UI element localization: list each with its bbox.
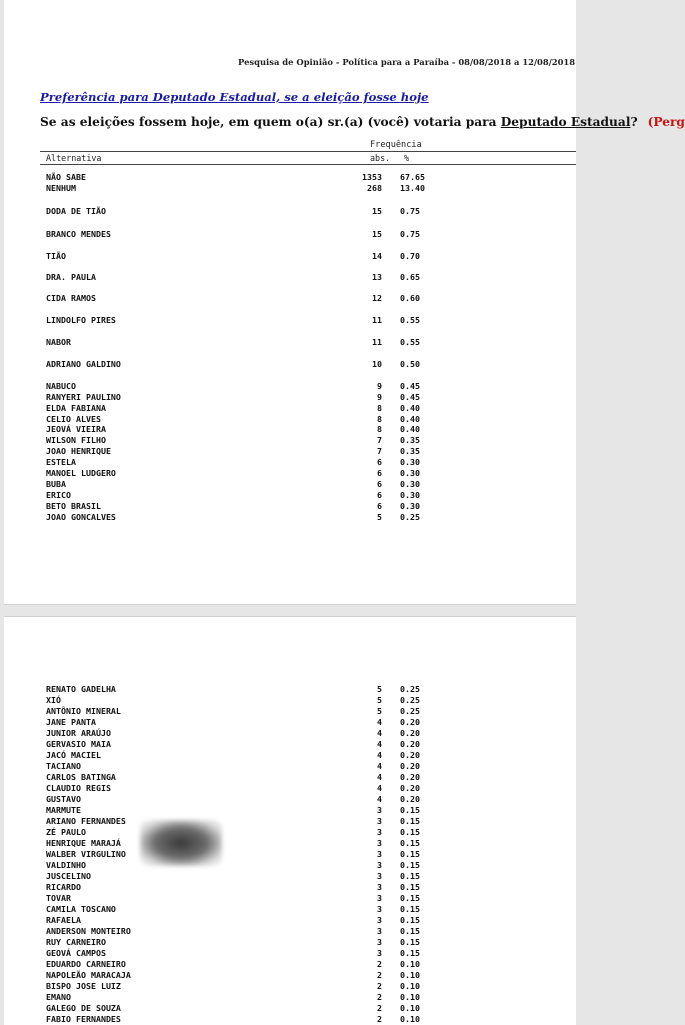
question-pre: Se as eleições fossem hoje, em quem o(a) sr.(a) (você) votaria para	[40, 115, 501, 129]
table-row	[4, 915, 576, 926]
table-row	[4, 838, 576, 849]
table-row	[4, 183, 576, 194]
row-pct: 0.15	[400, 937, 420, 947]
table-row	[4, 424, 576, 435]
table-row	[4, 293, 576, 304]
row-abs: 2	[377, 992, 382, 1002]
row-abs: 3	[377, 860, 382, 870]
row-name: ESTELA	[46, 457, 76, 467]
table-row	[4, 446, 576, 457]
row-abs: 4	[377, 783, 382, 793]
row-abs: 3	[377, 948, 382, 958]
table-row	[4, 337, 576, 348]
row-name: ZÉ PAULO	[46, 827, 86, 837]
row-abs: 9	[377, 392, 382, 402]
table-row	[4, 381, 576, 392]
row-abs: 3	[377, 827, 382, 837]
row-abs: 7	[377, 446, 382, 456]
row-name: CLAUDIO REGIS	[46, 783, 111, 793]
table-row	[4, 501, 576, 512]
row-pct: 0.10	[400, 1003, 420, 1013]
frequency-label: Frequência	[370, 140, 422, 150]
row-pct: 0.15	[400, 838, 420, 848]
table-row	[4, 827, 576, 838]
row-name: FABIO FERNANDES	[46, 1014, 121, 1024]
row-pct: 0.15	[400, 915, 420, 925]
table-row	[4, 728, 576, 739]
row-pct: 0.25	[400, 695, 420, 705]
row-pct: 0.30	[400, 468, 420, 478]
row-abs: 4	[377, 772, 382, 782]
row-abs: 8	[377, 403, 382, 413]
redaction-smudge	[140, 820, 222, 866]
table-row	[4, 849, 576, 860]
row-abs: 9	[377, 381, 382, 391]
row-name: GERVASIO MAIA	[46, 739, 111, 749]
row-abs: 4	[377, 717, 382, 727]
row-abs: 3	[377, 871, 382, 881]
row-name: CIDA RAMOS	[46, 293, 96, 303]
row-name: JUNIOR ARAÚJO	[46, 728, 111, 738]
row-abs: 3	[377, 904, 382, 914]
row-pct: 0.20	[400, 750, 420, 760]
row-name: VALDINHO	[46, 860, 86, 870]
row-abs: 3	[377, 893, 382, 903]
row-pct: 0.35	[400, 446, 420, 456]
row-pct: 0.10	[400, 992, 420, 1002]
row-abs: 4	[377, 750, 382, 760]
row-name: ANTÔNIO MINERAL	[46, 706, 121, 716]
report-header: Pesquisa de Opinião - Política para a Paraíba - 08/08/2018 a 12/08/2018	[238, 57, 576, 67]
row-name: RANYERI PAULINO	[46, 392, 121, 402]
table-rule-header	[40, 164, 576, 165]
row-pct: 0.70	[400, 251, 420, 261]
table-row	[4, 772, 576, 783]
table-row	[4, 359, 576, 370]
row-name: GUSTAVO	[46, 794, 81, 804]
row-name: WILSON FILHO	[46, 435, 106, 445]
table-row	[4, 435, 576, 446]
row-abs: 14	[372, 251, 382, 261]
table-row	[4, 794, 576, 805]
table-row	[4, 684, 576, 695]
row-abs: 2	[377, 1003, 382, 1013]
table-row	[4, 970, 576, 981]
table-row	[4, 860, 576, 871]
row-pct: 0.25	[400, 706, 420, 716]
col-pct: %	[404, 153, 410, 163]
table-row	[4, 272, 576, 283]
row-pct: 0.30	[400, 490, 420, 500]
row-name: JOAO GONCALVES	[46, 512, 116, 522]
row-pct: 0.30	[400, 501, 420, 511]
row-pct: 0.20	[400, 717, 420, 727]
row-name: ELDA FABIANA	[46, 403, 106, 413]
table-rule-top	[40, 151, 576, 152]
table-row	[4, 981, 576, 992]
row-name: MANOEL LUDGERO	[46, 468, 116, 478]
table-row	[4, 717, 576, 728]
row-abs: 2	[377, 959, 382, 969]
row-pct: 0.10	[400, 970, 420, 980]
row-abs: 11	[372, 337, 382, 347]
row-name: JUSCELINO	[46, 871, 91, 881]
row-abs: 1353	[362, 172, 382, 182]
question-text	[40, 115, 685, 129]
row-name: BETO BRASIL	[46, 501, 101, 511]
row-name: WALBER VIRGULINO	[46, 849, 126, 859]
row-pct: 0.50	[400, 359, 420, 369]
row-name: NAPOLEÃO MARACAJA	[46, 970, 131, 980]
row-name: BUBA	[46, 479, 66, 489]
row-pct: 0.20	[400, 739, 420, 749]
table-row	[4, 816, 576, 827]
row-pct: 0.15	[400, 860, 420, 870]
row-abs: 6	[377, 501, 382, 511]
row-pct: 0.15	[400, 849, 420, 859]
row-abs: 4	[377, 794, 382, 804]
row-name: NÃO SABE	[46, 172, 86, 182]
table-row	[4, 251, 576, 262]
table-row	[4, 172, 576, 183]
row-abs: 2	[377, 981, 382, 991]
row-abs: 5	[377, 706, 382, 716]
row-pct: 0.15	[400, 926, 420, 936]
question-post: ?	[630, 115, 638, 129]
row-abs: 5	[377, 512, 382, 522]
row-abs: 4	[377, 761, 382, 771]
row-pct: 67.65	[400, 172, 425, 182]
row-abs: 3	[377, 849, 382, 859]
row-pct: 0.30	[400, 479, 420, 489]
row-pct: 0.60	[400, 293, 420, 303]
table-row	[4, 893, 576, 904]
table-row	[4, 926, 576, 937]
row-pct: 0.20	[400, 728, 420, 738]
row-name: GALEGO DE SOUZA	[46, 1003, 121, 1013]
table-row	[4, 315, 576, 326]
table-row	[4, 959, 576, 970]
row-abs: 4	[377, 739, 382, 749]
row-name: RENATO GADELHA	[46, 684, 116, 694]
report-page-1	[4, 0, 685, 605]
table-row	[4, 468, 576, 479]
row-pct: 0.15	[400, 882, 420, 892]
row-abs: 11	[372, 315, 382, 325]
row-name: TIÃO	[46, 251, 66, 261]
table-row	[4, 805, 576, 816]
row-pct: 0.25	[400, 512, 420, 522]
row-abs: 12	[372, 293, 382, 303]
row-pct: 13.40	[400, 183, 425, 193]
row-pct: 0.10	[400, 959, 420, 969]
table-row	[4, 490, 576, 501]
row-name: ANDERSON MONTEIRO	[46, 926, 131, 936]
row-name: LINDOLFO PIRES	[46, 315, 116, 325]
row-name: BISPO JOSE LUIZ	[46, 981, 121, 991]
row-name: DODA DE TIÃO	[46, 206, 106, 216]
row-abs: 6	[377, 468, 382, 478]
row-pct: 0.30	[400, 457, 420, 467]
row-name: DRA. PAULA	[46, 272, 96, 282]
row-pct: 0.35	[400, 435, 420, 445]
table-row	[4, 882, 576, 893]
col-abs: abs.	[370, 153, 391, 163]
row-abs: 7	[377, 435, 382, 445]
question-underlined: Deputado Estadual	[500, 115, 631, 129]
row-pct: 0.15	[400, 805, 420, 815]
table-row	[4, 750, 576, 761]
table-row	[4, 783, 576, 794]
row-name: JEOVÁ VIEIRA	[46, 424, 106, 434]
row-name: CARLOS BATINGA	[46, 772, 116, 782]
row-name: NABOR	[46, 337, 71, 347]
row-abs: 8	[377, 424, 382, 434]
row-name: GEOVÁ CAMPOS	[46, 948, 106, 958]
row-abs: 3	[377, 937, 382, 947]
row-pct: 0.55	[400, 315, 420, 325]
row-pct: 0.75	[400, 206, 420, 216]
table-row	[4, 229, 576, 240]
table-row	[4, 695, 576, 706]
row-pct: 0.55	[400, 337, 420, 347]
report-page-2	[4, 616, 576, 1025]
row-pct: 0.45	[400, 392, 420, 402]
row-abs: 6	[377, 479, 382, 489]
table-row	[4, 706, 576, 717]
table-row	[4, 1003, 576, 1014]
row-name: EMANO	[46, 992, 71, 1002]
row-name: BRANCO MENDES	[46, 229, 111, 239]
table-row	[4, 206, 576, 217]
row-name: JOAO HENRIQUE	[46, 446, 111, 456]
row-pct: 0.10	[400, 1014, 420, 1024]
row-name: CAMILA TOSCANO	[46, 904, 116, 914]
row-abs: 3	[377, 816, 382, 826]
table-row	[4, 871, 576, 882]
row-abs: 13	[372, 272, 382, 282]
col-alternativa: Alternativa	[46, 153, 102, 163]
row-name: RAFAELA	[46, 915, 81, 925]
row-name: ARIANO FERNANDES	[46, 816, 126, 826]
table-row	[4, 512, 576, 523]
row-name: XIÓ	[46, 695, 61, 705]
row-pct: 0.65	[400, 272, 420, 282]
row-pct: 0.10	[400, 981, 420, 991]
row-pct: 0.20	[400, 794, 420, 804]
question-red-note: (Perg	[647, 115, 685, 129]
table-row	[4, 403, 576, 414]
row-pct: 0.15	[400, 904, 420, 914]
row-abs: 8	[377, 414, 382, 424]
table-row	[4, 948, 576, 959]
row-pct: 0.15	[400, 893, 420, 903]
row-abs: 5	[377, 684, 382, 694]
row-name: MARMUTE	[46, 805, 81, 815]
table-row	[4, 937, 576, 948]
row-pct: 0.15	[400, 827, 420, 837]
row-name: JACÓ MACIEL	[46, 750, 101, 760]
table-row	[4, 457, 576, 468]
row-name: TACIANO	[46, 761, 81, 771]
table-row	[4, 1014, 576, 1025]
row-abs: 5	[377, 695, 382, 705]
row-name: ERICO	[46, 490, 71, 500]
row-name: NABUCO	[46, 381, 76, 391]
row-abs: 268	[367, 183, 382, 193]
row-abs: 3	[377, 838, 382, 848]
row-name: JANE PANTA	[46, 717, 96, 727]
row-abs: 3	[377, 805, 382, 815]
row-abs: 15	[372, 229, 382, 239]
row-pct: 0.45	[400, 381, 420, 391]
table-row	[4, 761, 576, 772]
row-name: CELIO ALVES	[46, 414, 101, 424]
row-pct: 0.20	[400, 761, 420, 771]
row-name: EDUARDO CARNEIRO	[46, 959, 126, 969]
table-row	[4, 479, 576, 490]
row-pct: 0.20	[400, 772, 420, 782]
row-pct: 0.40	[400, 414, 420, 424]
row-abs: 6	[377, 490, 382, 500]
row-abs: 15	[372, 206, 382, 216]
row-abs: 6	[377, 457, 382, 467]
row-name: HENRIQUE MARAJÁ	[46, 838, 121, 848]
row-name: RICARDO	[46, 882, 81, 892]
row-pct: 0.40	[400, 424, 420, 434]
row-pct: 0.40	[400, 403, 420, 413]
table-row	[4, 904, 576, 915]
row-pct: 0.15	[400, 871, 420, 881]
row-name: NENHUM	[46, 183, 76, 193]
row-pct: 0.25	[400, 684, 420, 694]
table-row	[4, 392, 576, 403]
row-abs: 2	[377, 1014, 382, 1024]
row-abs: 3	[377, 926, 382, 936]
row-abs: 3	[377, 915, 382, 925]
row-name: TOVAR	[46, 893, 71, 903]
row-abs: 2	[377, 970, 382, 980]
row-name: ADRIANO GALDINO	[46, 359, 121, 369]
row-abs: 3	[377, 882, 382, 892]
preference-title-link[interactable]: Preferência para Deputado Estadual, se a eleição fosse hoje	[40, 90, 429, 104]
row-name: RUY CARNEIRO	[46, 937, 106, 947]
row-abs: 10	[372, 359, 382, 369]
row-pct: 0.75	[400, 229, 420, 239]
row-abs: 4	[377, 728, 382, 738]
table-row	[4, 992, 576, 1003]
row-pct: 0.15	[400, 816, 420, 826]
row-pct: 0.15	[400, 948, 420, 958]
table-row	[4, 739, 576, 750]
row-pct: 0.20	[400, 783, 420, 793]
